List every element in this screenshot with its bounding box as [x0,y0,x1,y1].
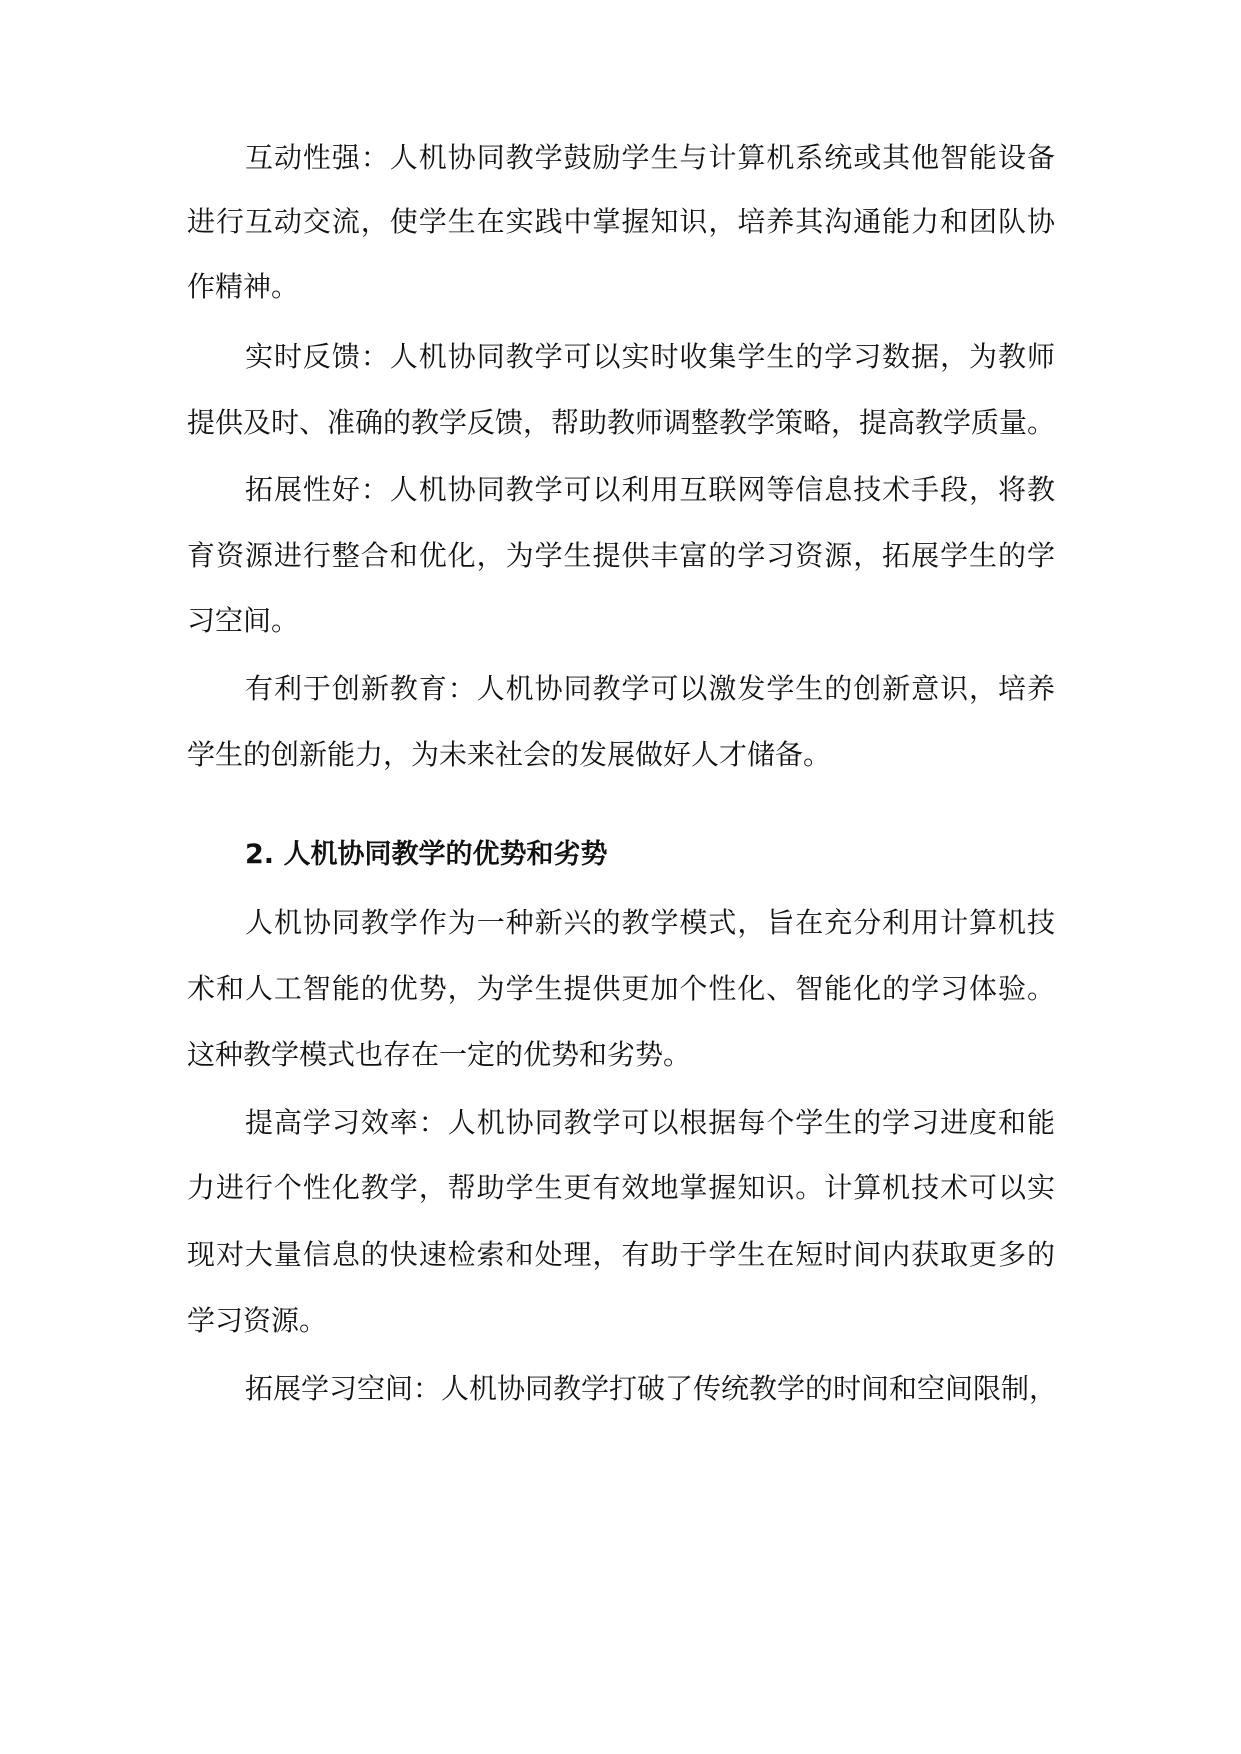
paragraph-line: 力进行个性化教学，帮助学生更有效地掌握知识。计算机技术可以实 [187,1171,1055,1204]
paragraph-line: 提高学习效率：人机协同教学可以根据每个学生的学习进度和能 [245,1106,1055,1139]
paragraph-line: 这种教学模式也存在一定的优势和劣势。 [187,1038,692,1071]
paragraph-line: 有利于创新教育：人机协同教学可以激发学生的创新意识，培养 [245,672,1055,705]
paragraph-line: 学习资源。 [187,1304,328,1337]
paragraph-line: 学生的创新能力，为未来社会的发展做好人才储备。 [187,738,832,771]
paragraph-line: 现对大量信息的快速检索和处理，有助于学生在短时间内获取更多的 [187,1238,1055,1271]
paragraph-line: 提供及时、准确的教学反馈，帮助教师调整教学策略，提高教学质量。 [187,406,1056,439]
paragraph-line: 互动性强：人机协同教学鼓励学生与计算机系统或其他智能设备 [245,141,1055,174]
paragraph-line: 习空间。 [187,604,300,637]
paragraph-line: 进行互动交流，使学生在实践中掌握知识，培养其沟通能力和团队协 [187,205,1055,238]
paragraph-line: 人机协同教学作为一种新兴的教学模式，旨在充分利用计算机技 [245,906,1055,939]
section-heading: 2. 人机协同教学的优势和劣势 [245,839,608,870]
paragraph-line: 术和人工智能的优势，为学生提供更加个性化、智能化的学习体验。 [187,972,1055,1005]
paragraph-line: 实时反馈：人机协同教学可以实时收集学生的学习数据，为教师 [245,340,1055,373]
paragraph-line: 作精神。 [187,270,300,303]
paragraph-line: 育资源进行整合和优化，为学生提供丰富的学习资源，拓展学生的学 [187,539,1055,572]
paragraph-line: 拓展性好：人机协同教学可以利用互联网等信息技术手段，将教 [245,473,1055,506]
paragraph-line: 拓展学习空间：人机协同教学打破了传统教学的时间和空间限制， [245,1372,1058,1405]
